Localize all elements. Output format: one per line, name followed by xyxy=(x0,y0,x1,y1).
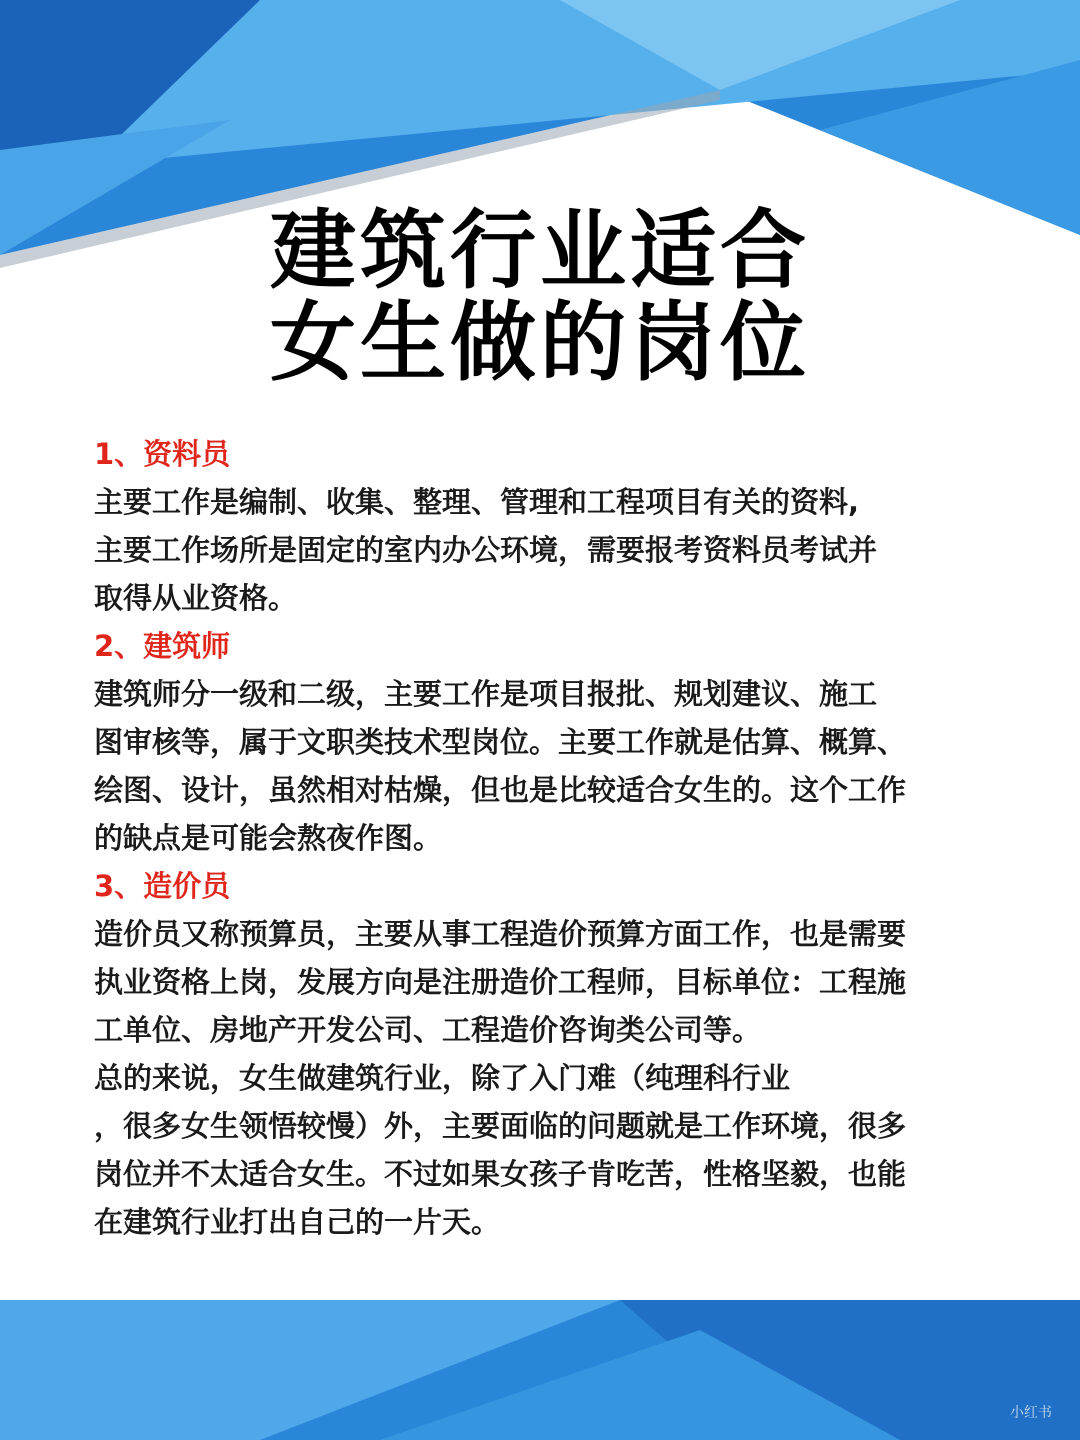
title-line-2: 女生做的岗位 xyxy=(270,293,810,393)
paragraph-line: 造价员又称预算员，主要从事工程造价预算方面工作，也是需要 xyxy=(94,917,907,951)
paragraph-line: 在建筑行业打出自己的一片天。 xyxy=(94,1205,501,1239)
summary xyxy=(94,1054,974,1246)
paragraph-line: 执业资格上岗，发展方向是注册造价工程师，目标单位：工程施 xyxy=(94,965,907,999)
paragraph-line: 主要工作是编制、收集、整理、管理和工程项目有关的资料, xyxy=(94,485,860,519)
paragraph-line: 绘图、设计，虽然相对枯燥，但也是比较适合女生的。这个工作 xyxy=(94,773,907,807)
paragraph-line: 工单位、房地产开发公司、工程造价咨询类公司等。 xyxy=(94,1013,762,1047)
section-heading: 2、建筑师 xyxy=(94,629,231,663)
paragraph-line: 的缺点是可能会熬夜作图。 xyxy=(94,821,443,855)
paragraph-line: 取得从业资格。 xyxy=(94,581,298,615)
section-cost-estimator xyxy=(94,862,974,1054)
paragraph-line: 岗位并不太适合女生。不过如果女孩子肯吃苦，性格坚毅，也能 xyxy=(94,1157,907,1191)
paragraph-line: 建筑师分一级和二级，主要工作是项目报批、规划建议、施工 xyxy=(94,677,878,711)
paragraph-line: 主要工作场所是固定的室内办公环境，需要报考资料员考试并 xyxy=(94,533,878,567)
page-title xyxy=(0,201,1080,393)
paragraph-line: 图审核等，属于文职类技术型岗位。主要工作就是估算、概算、 xyxy=(94,725,907,759)
paragraph-line: 总的来说，女生做建筑行业，除了入门难（纯理科行业 xyxy=(94,1061,791,1095)
section-heading: 1、资料员 xyxy=(94,437,231,471)
watermark: 小红书 xyxy=(1010,1405,1052,1421)
section-architect xyxy=(94,622,974,862)
section-data-clerk xyxy=(94,430,974,622)
paragraph-line: ，很多女生领悟较慢）外，主要面临的问题就是工作环境，很多 xyxy=(94,1109,907,1143)
title-line-1: 建筑行业适合 xyxy=(270,201,810,301)
article-body xyxy=(94,430,974,1246)
section-heading: 3、造价员 xyxy=(94,869,231,903)
